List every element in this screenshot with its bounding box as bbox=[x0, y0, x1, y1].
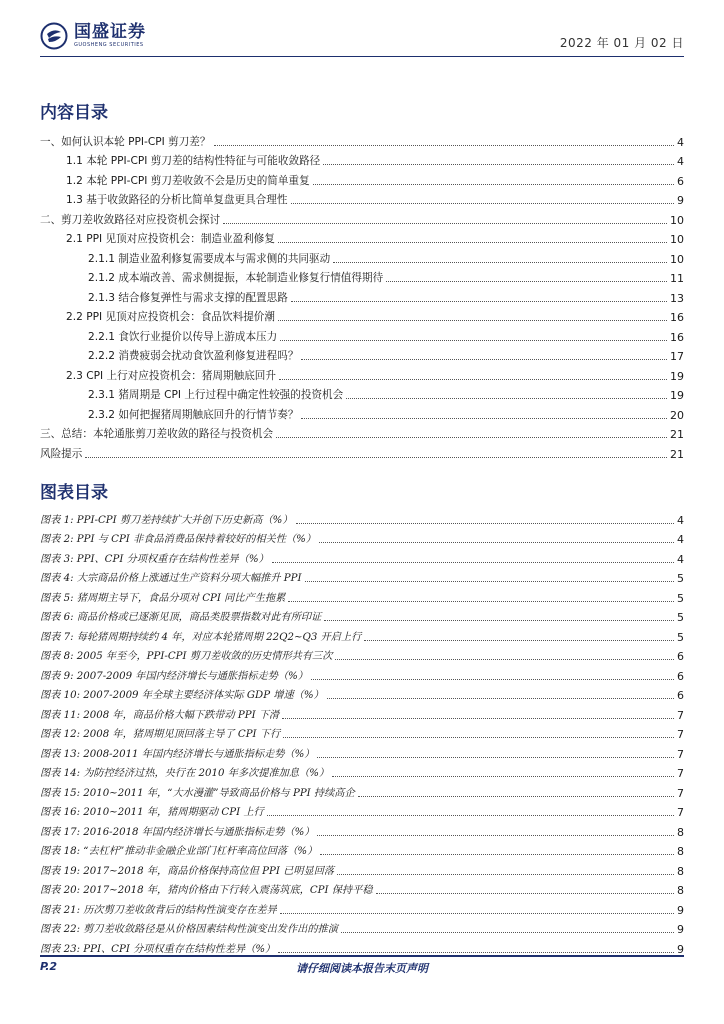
entry-page-number: 8 bbox=[677, 825, 684, 839]
figure-list bbox=[40, 507, 684, 956]
dot-leader bbox=[278, 320, 667, 321]
entry-page-number: 20 bbox=[670, 408, 684, 422]
entry-label: 二、剪刀差收敛路径对应投资机会探讨 bbox=[40, 213, 221, 226]
figure-entry[interactable] bbox=[40, 546, 684, 566]
figure-entry[interactable] bbox=[40, 566, 684, 586]
entry-page-number: 19 bbox=[670, 389, 684, 402]
toc-entry[interactable] bbox=[40, 246, 684, 266]
entry-page-number: 6 bbox=[677, 174, 684, 188]
entry-label: 图表 20: 2017~2018 年，猪肉价格由下行转入震荡筑底，CPI 保持平稳 bbox=[40, 885, 373, 896]
toc-list bbox=[40, 129, 684, 461]
figure-entry[interactable] bbox=[40, 741, 684, 761]
entry-page-number: 9 bbox=[677, 923, 684, 936]
entry-page-number: 6 bbox=[677, 650, 684, 663]
entry-label: 图表 4: 大宗商品价格上涨通过生产资料分项大幅推升 PPI bbox=[40, 573, 302, 584]
figure-entry[interactable] bbox=[40, 897, 684, 917]
entry-label: 图表 14: 为防控经济过热，央行在 2010 年多次提准加息（%） bbox=[40, 768, 330, 779]
entry-label: 图表 23: PPI、CPI 分项权重存在结构性差异（%） bbox=[40, 943, 276, 955]
figure-entry[interactable] bbox=[40, 507, 684, 527]
dot-leader bbox=[223, 223, 667, 224]
entry-label: 图表 2: PPI 与 CPI 非食品消费品保持着较好的相关性（%） bbox=[40, 534, 316, 545]
toc-entry[interactable] bbox=[40, 149, 684, 169]
entry-page-number: 10 bbox=[670, 213, 684, 227]
entry-page-number: 4 bbox=[677, 155, 684, 168]
entry-label: 图表 1: PPI-CPI 剪刀差持续扩大并创下历史新高（%） bbox=[40, 514, 293, 526]
entry-page-number: 4 bbox=[677, 533, 684, 546]
entry-page-number: 6 bbox=[677, 689, 684, 702]
dot-leader bbox=[296, 523, 674, 524]
dot-leader bbox=[283, 737, 674, 738]
figure-entry[interactable] bbox=[40, 917, 684, 937]
dot-leader bbox=[317, 835, 674, 836]
dot-leader bbox=[337, 874, 674, 875]
dot-leader bbox=[280, 913, 674, 914]
logo-name-en: GUOSHENG SECURITIES bbox=[74, 42, 144, 48]
entry-page-number: 10 bbox=[670, 252, 684, 266]
figure-entry[interactable] bbox=[40, 663, 684, 683]
dot-leader bbox=[320, 854, 674, 855]
toc-entry[interactable] bbox=[40, 285, 684, 305]
dot-leader bbox=[332, 776, 674, 777]
dot-leader bbox=[317, 757, 674, 758]
entry-page-number: 17 bbox=[670, 350, 684, 363]
toc-title: 内容目录 bbox=[40, 103, 108, 123]
entry-label: 2.2.2 消费疲弱会扰动食饮盈利修复进程吗？ bbox=[88, 350, 299, 362]
dot-leader bbox=[85, 457, 667, 458]
entry-page-number: 6 bbox=[677, 669, 684, 683]
guosheng-logo-icon bbox=[40, 22, 68, 50]
entry-label: 1.1 本轮 PPI-CPI 剪刀差的结构性特征与可能收敛路径 bbox=[66, 155, 321, 167]
entry-label: 图表 5: 猪周期主导下，食品分项对 CPI 同比产生拖累 bbox=[40, 592, 286, 604]
dot-leader bbox=[288, 601, 674, 602]
entry-page-number: 7 bbox=[677, 767, 684, 780]
entry-label: 2.3.1 猪周期是 CPI 上行过程中确定性较强的投资机会 bbox=[88, 389, 344, 401]
entry-label: 2.1.1 制造业盈利修复需要成本与需求侧的共同驱动 bbox=[88, 252, 331, 265]
entry-page-number: 7 bbox=[677, 728, 684, 741]
entry-page-number: 10 bbox=[670, 233, 684, 246]
entry-page-number: 7 bbox=[677, 747, 684, 761]
company-logo bbox=[40, 20, 146, 52]
entry-label: 2.1 PPI 见顶对应投资机会：制造业盈利修复 bbox=[66, 233, 275, 245]
entry-label: 图表 9: 2007-2009 年国内经济增长与通胀指标走势（%） bbox=[40, 670, 308, 682]
dot-leader bbox=[278, 952, 674, 953]
figure-entry[interactable] bbox=[40, 761, 684, 781]
dot-leader bbox=[335, 659, 674, 660]
toc-entry[interactable] bbox=[40, 188, 684, 208]
entry-label: 图表 12: 2008 年，猪周期见顶回落主导了 CPI 下行 bbox=[40, 729, 281, 740]
dot-leader bbox=[319, 542, 674, 543]
entry-page-number: 4 bbox=[677, 513, 684, 527]
figure-entry[interactable] bbox=[40, 702, 684, 722]
entry-page-number: 8 bbox=[677, 845, 684, 858]
entry-page-number: 7 bbox=[677, 806, 684, 819]
toc-entry[interactable] bbox=[40, 266, 684, 286]
figure-entry[interactable] bbox=[40, 858, 684, 878]
toc-entry[interactable] bbox=[40, 324, 684, 344]
entry-label: 图表 16: 2010~2011 年，猪周期驱动 CPI 上行 bbox=[40, 807, 264, 818]
dot-leader bbox=[311, 679, 674, 680]
entry-label: 2.2 PPI 见顶对应投资机会：食品饮料提价潮 bbox=[66, 311, 275, 323]
dot-leader bbox=[305, 581, 675, 582]
toc-entry[interactable] bbox=[40, 441, 684, 461]
figure-entry[interactable] bbox=[40, 936, 684, 956]
entry-page-number: 13 bbox=[670, 291, 684, 305]
dot-leader bbox=[267, 815, 674, 816]
entry-page-number: 11 bbox=[670, 272, 684, 285]
entry-page-number: 16 bbox=[670, 330, 684, 344]
entry-label: 2.1.2 成本端改善、需求侧提振，本轮制造业修复行情值得期待 bbox=[88, 272, 384, 284]
dot-leader bbox=[301, 418, 667, 419]
entry-label: 图表 10: 2007-2009 年全球主要经济体实际 GDP 增速（%） bbox=[40, 690, 324, 701]
dot-leader bbox=[276, 437, 667, 438]
entry-label: 图表 15: 2010~2011 年，“大水漫灌”导致商品价格与 PPI 持续高企 bbox=[40, 787, 355, 799]
dot-leader bbox=[323, 164, 674, 165]
entry-label: 图表 19: 2017~2018 年，商品价格保持高位但 PPI 已明显回落 bbox=[40, 865, 335, 877]
entry-label: 风险提示 bbox=[40, 447, 83, 460]
figure-entry[interactable] bbox=[40, 585, 684, 605]
toc-entry[interactable] bbox=[40, 129, 684, 149]
entry-page-number: 4 bbox=[677, 552, 684, 566]
entry-label: 1.3 基于收敛路径的分析比简单复盘更具合理性 bbox=[66, 194, 288, 206]
figure-entry[interactable] bbox=[40, 605, 684, 625]
toc-entry[interactable] bbox=[40, 383, 684, 403]
toc-entry[interactable] bbox=[40, 227, 684, 247]
entry-page-number: 9 bbox=[677, 194, 684, 207]
dot-leader bbox=[291, 301, 667, 302]
entry-page-number: 4 bbox=[677, 135, 684, 149]
entry-label: 图表 21: 历次剪刀差收敛背后的结构性演变存在差异 bbox=[40, 904, 277, 916]
entry-page-number: 16 bbox=[670, 311, 684, 324]
entry-label: 图表 11: 2008 年，商品价格大幅下跌带动 PPI 下滑 bbox=[40, 709, 280, 721]
dot-leader bbox=[280, 340, 667, 341]
footer-divider bbox=[40, 955, 684, 957]
toc-entry[interactable] bbox=[40, 344, 684, 364]
toc-entry[interactable] bbox=[40, 207, 684, 227]
entry-label: 图表 18: “去杠杆”推动非金融企业部门杠杆率高位回落（%） bbox=[40, 846, 318, 857]
figure-entry[interactable] bbox=[40, 780, 684, 800]
toc-entry[interactable] bbox=[40, 168, 684, 188]
entry-label: 图表 7: 每轮猪周期持续约 4 年，对应本轮猪周期 22Q2~Q3 开启上行 bbox=[40, 631, 362, 643]
figure-list-title: 图表目录 bbox=[40, 483, 108, 503]
toc-entry[interactable] bbox=[40, 422, 684, 442]
entry-label: 1.2 本轮 PPI-CPI 剪刀差收敛不会是历史的简单重复 bbox=[66, 174, 310, 187]
entry-label: 2.2.1 食饮行业提价以传导上游成本压力 bbox=[88, 330, 278, 343]
entry-label: 图表 8: 2005 年至今，PPI-CPI 剪刀差收敛的历史情形共有三次 bbox=[40, 651, 333, 662]
figure-entry[interactable] bbox=[40, 722, 684, 742]
toc-entry[interactable] bbox=[40, 305, 684, 325]
entry-page-number: 5 bbox=[677, 611, 684, 624]
dot-leader bbox=[327, 698, 674, 699]
dot-leader bbox=[333, 262, 667, 263]
dot-leader bbox=[364, 640, 674, 641]
entry-label: 图表 22: 剪刀差收敛路径是从价格因素结构性演变出发作出的推演 bbox=[40, 924, 338, 935]
entry-page-number: 21 bbox=[670, 447, 684, 461]
entry-page-number: 8 bbox=[677, 884, 684, 897]
entry-label: 2.3.2 如何把握猪周期触底回升的行情节奏？ bbox=[88, 408, 299, 421]
entry-page-number: 8 bbox=[677, 864, 684, 878]
entry-page-number: 5 bbox=[677, 630, 684, 644]
entry-page-number: 7 bbox=[677, 786, 684, 800]
figure-entry[interactable] bbox=[40, 527, 684, 547]
report-date: 2022 年 01 月 02 日 bbox=[559, 36, 684, 50]
figure-entry[interactable] bbox=[40, 819, 684, 839]
dot-leader bbox=[324, 620, 674, 621]
header-divider bbox=[40, 56, 684, 57]
entry-label: 一、如何认识本轮 PPI-CPI 剪刀差？ bbox=[40, 135, 211, 148]
entry-label: 图表 3: PPI、CPI 分项权重存在结构性差异（%） bbox=[40, 553, 269, 565]
dot-leader bbox=[301, 359, 667, 360]
figure-entry[interactable] bbox=[40, 839, 684, 859]
dot-leader bbox=[282, 718, 674, 719]
dot-leader bbox=[341, 932, 674, 933]
figure-entry[interactable] bbox=[40, 644, 684, 664]
entry-label: 三、总结：本轮通胀剪刀差收敛的路径与投资机会 bbox=[40, 428, 274, 440]
entry-page-number: 7 bbox=[677, 708, 684, 722]
page-header bbox=[0, 0, 724, 56]
dot-leader bbox=[278, 242, 667, 243]
entry-label: 图表 6: 商品价格或已逐渐见顶，商品类股票指数对此有所印证 bbox=[40, 612, 322, 623]
dot-leader bbox=[376, 893, 674, 894]
dot-leader bbox=[279, 379, 667, 380]
dot-leader bbox=[272, 562, 674, 563]
entry-page-number: 19 bbox=[670, 369, 684, 383]
entry-page-number: 5 bbox=[677, 572, 684, 585]
logo-name-cn: 国盛证券 bbox=[74, 22, 146, 42]
page-number: P.2 bbox=[40, 960, 58, 973]
dot-leader bbox=[214, 145, 675, 146]
dot-leader bbox=[291, 203, 675, 204]
entry-label: 图表 13: 2008-2011 年国内经济增长与通胀指标走势（%） bbox=[40, 748, 315, 760]
entry-page-number: 9 bbox=[677, 903, 684, 917]
figure-entry[interactable] bbox=[40, 878, 684, 898]
entry-page-number: 9 bbox=[677, 942, 684, 956]
figure-entry[interactable] bbox=[40, 800, 684, 820]
disclaimer-note: 请仔细阅读本报告末页声明 bbox=[296, 962, 428, 975]
dot-leader bbox=[346, 398, 667, 399]
figure-entry[interactable] bbox=[40, 683, 684, 703]
toc-entry[interactable] bbox=[40, 363, 684, 383]
entry-label: 2.1.3 结合修复弹性与需求支撑的配置思路 bbox=[88, 291, 288, 304]
entry-page-number: 21 bbox=[670, 428, 684, 441]
toc-entry[interactable] bbox=[40, 402, 684, 422]
dot-leader bbox=[386, 281, 667, 282]
entry-page-number: 5 bbox=[677, 591, 684, 605]
entry-label: 2.3 CPI 上行对应投资机会：猪周期触底回升 bbox=[66, 369, 276, 382]
entry-label: 图表 17: 2016-2018 年国内经济增长与通胀指标走势（%） bbox=[40, 826, 315, 838]
figure-entry[interactable] bbox=[40, 624, 684, 644]
dot-leader bbox=[358, 796, 674, 797]
dot-leader bbox=[313, 184, 674, 185]
